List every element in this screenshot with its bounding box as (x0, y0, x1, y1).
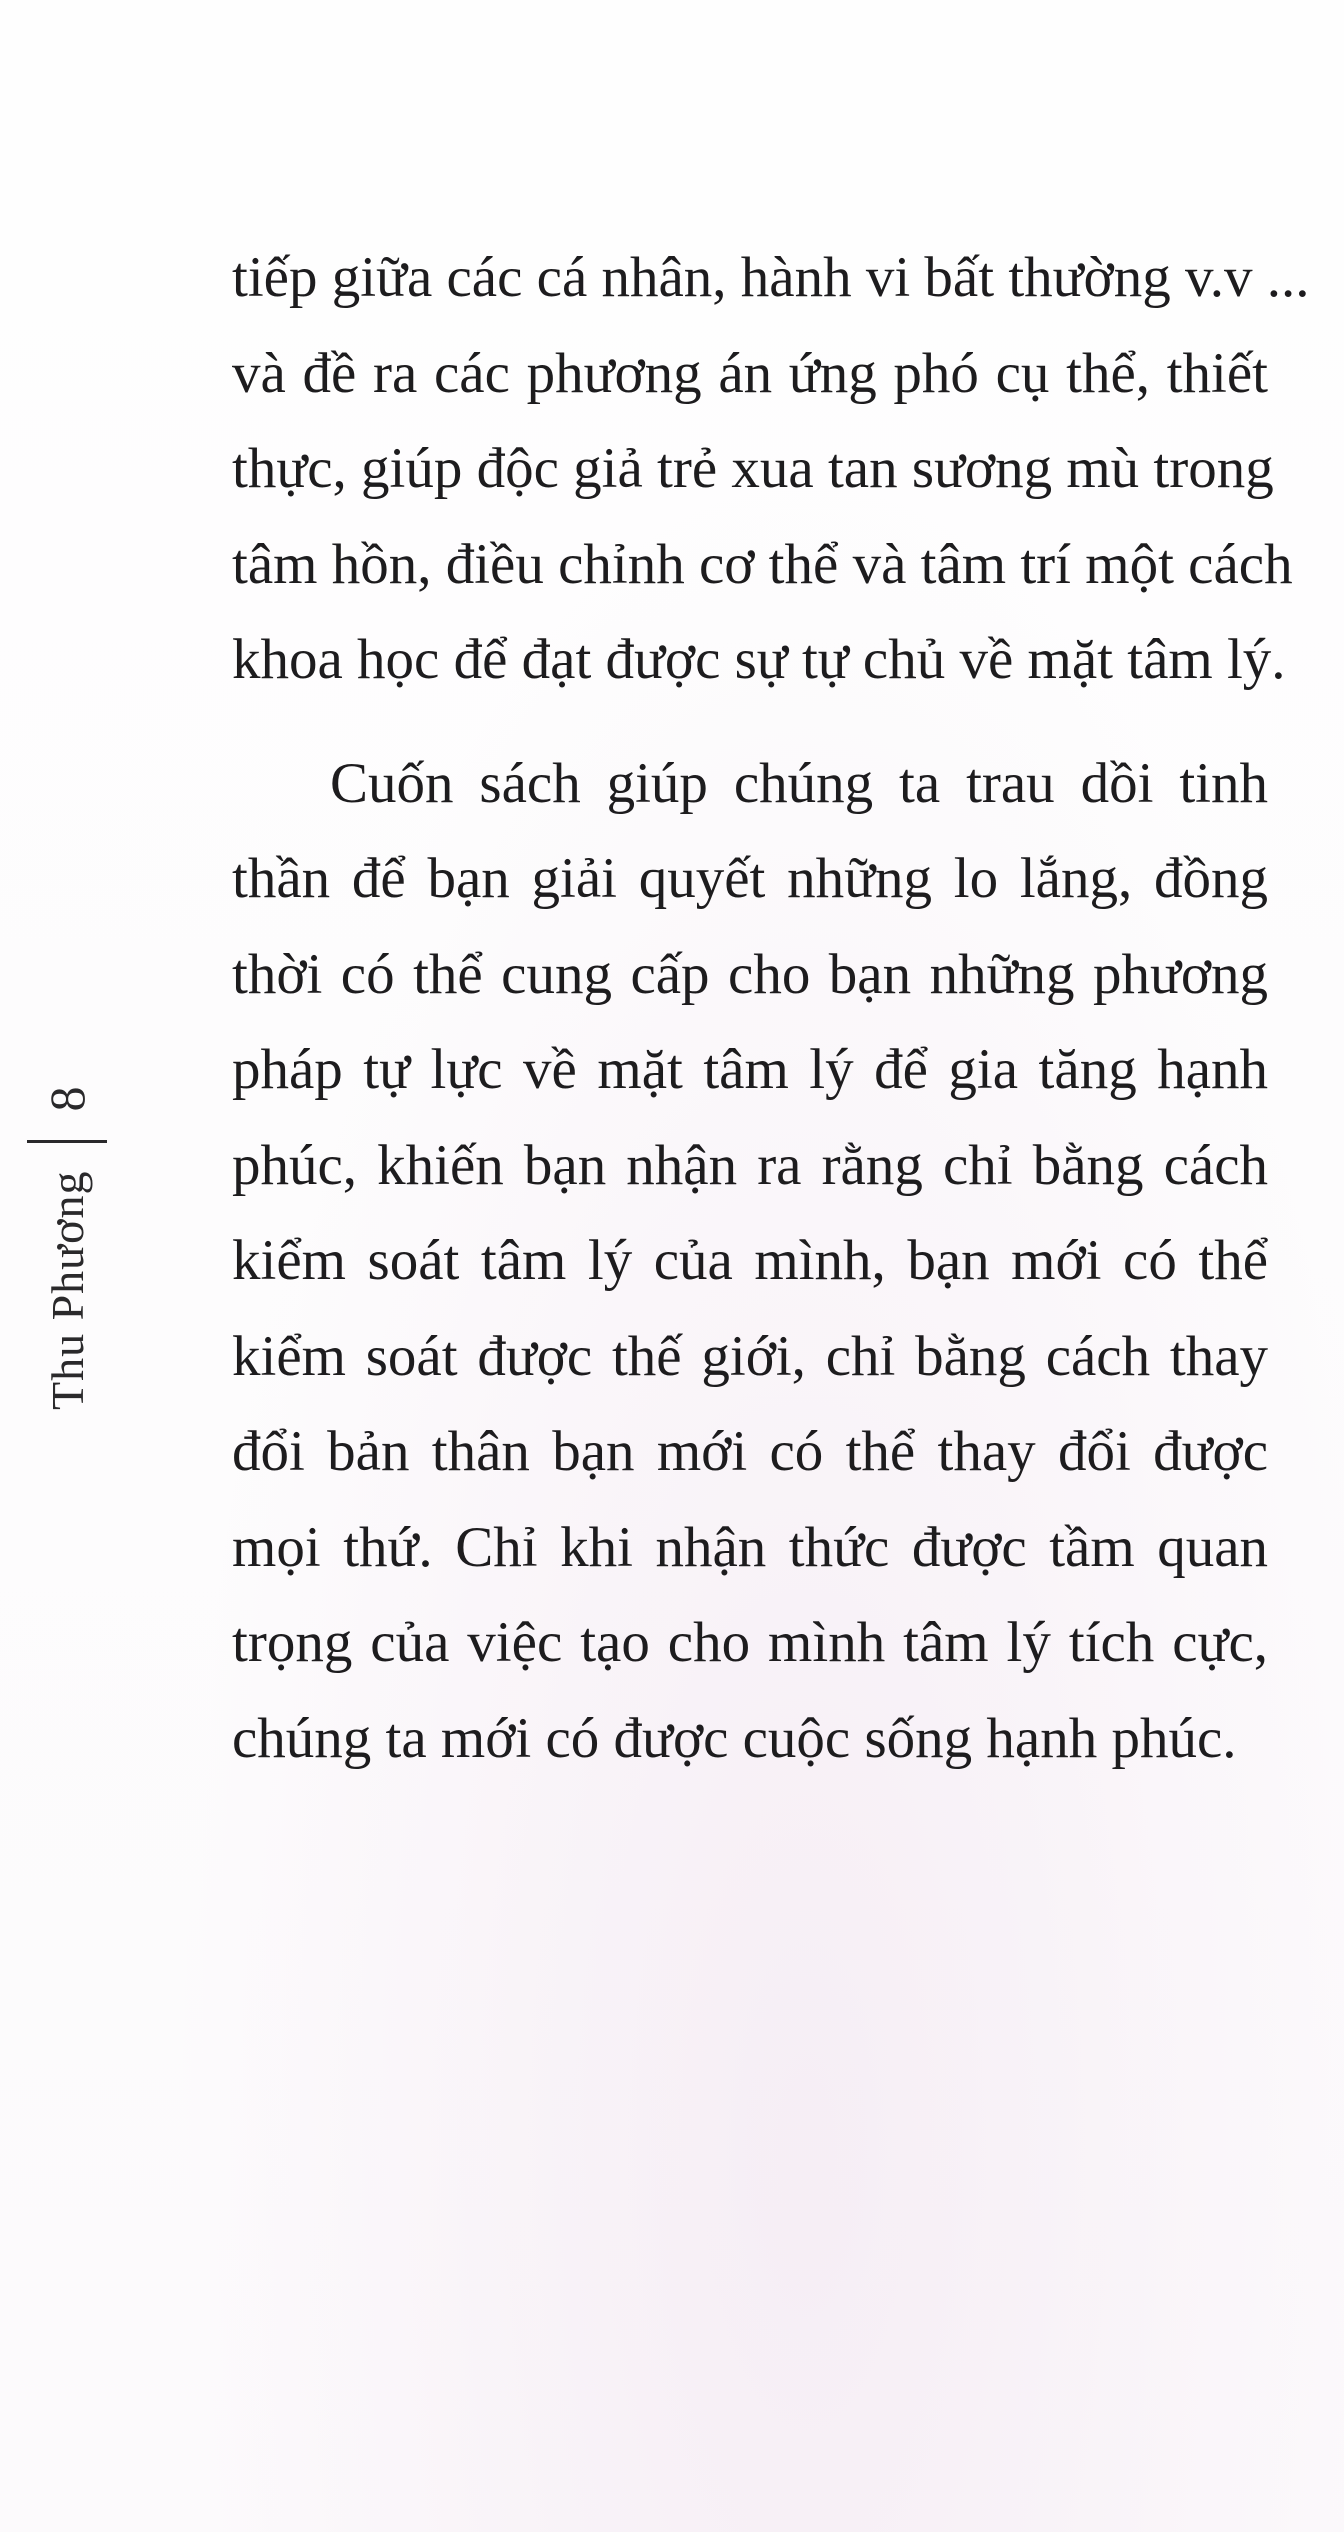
text-line: thời có thể cung cấp cho bạn những phương (232, 942, 1268, 1006)
text-line: trọng của việc tạo cho mình tâm lý tích cực, (232, 1611, 1268, 1674)
text-line: kiểm soát được thế giới, chỉ bằng cách thay (232, 1324, 1268, 1388)
text-line: thực, giúp độc giả trẻ xua tan sương mù trong (232, 437, 1274, 500)
paragraph-1 (232, 230, 1310, 708)
text-line: chúng ta mới có được cuộc sống hạnh phúc. (232, 1706, 1237, 1770)
running-header (22, 710, 112, 1410)
page-number: 8 (39, 1086, 95, 1112)
text-line: phúc, khiến bạn nhận ra rằng chỉ bằng cách (232, 1133, 1268, 1197)
paragraph-gap (232, 708, 1268, 736)
text-line: đổi bản thân bạn mới có thể thay đổi được (232, 1420, 1268, 1483)
text-line: khoa học để đạt được sự tự chủ về mặt tâm lý. (232, 628, 1286, 691)
text-line: pháp tự lực về mặt tâm lý để gia tăng hạnh (232, 1038, 1268, 1101)
paragraph-2 (232, 736, 1268, 1787)
text-line: thần để bạn giải quyết những lo lắng, đồng (232, 847, 1268, 910)
text-line: tâm hồn, điều chỉnh cơ thể và tâm trí một cách (232, 532, 1293, 596)
body-text (232, 230, 1310, 1786)
text-line: kiểm soát tâm lý của mình, bạn mới có thể (232, 1229, 1268, 1292)
running-header-separator (27, 1140, 107, 1143)
text-line: Cuốn sách giúp chúng ta trau dồi tinh (330, 751, 1268, 815)
text-line: và đề ra các phương án ứng phó cụ thể, thiết (232, 341, 1268, 405)
text-line: tiếp giữa các cá nhân, hành vi bất thường v.v ... (232, 246, 1310, 309)
text-line: mọi thứ. Chỉ khi nhận thức được tầm quan (232, 1515, 1268, 1579)
running-header-author: Thu Phương (41, 1170, 93, 1410)
